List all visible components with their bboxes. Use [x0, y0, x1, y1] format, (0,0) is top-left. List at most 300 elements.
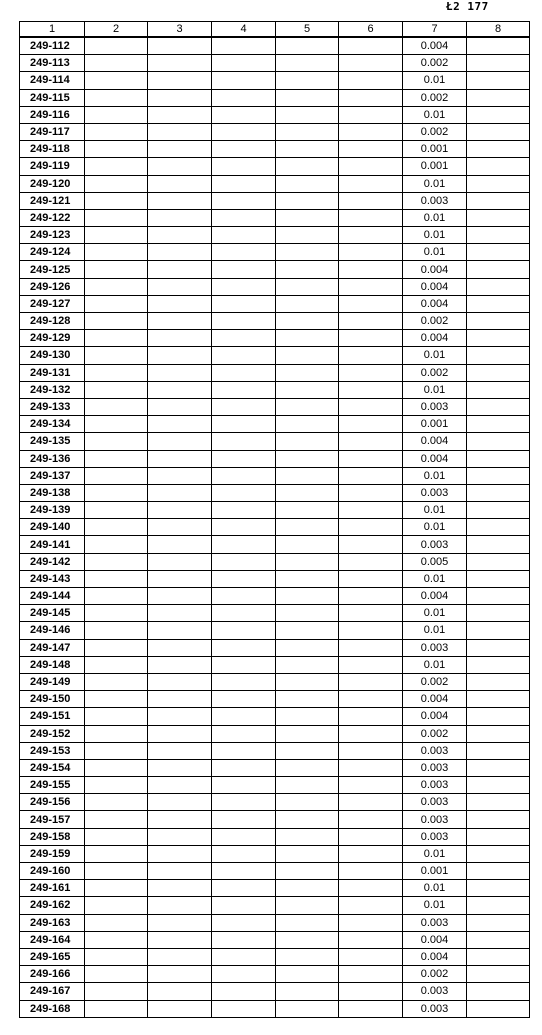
cell-sample-id: 249-131 — [20, 364, 85, 381]
table-row — [20, 123, 530, 140]
table-row — [20, 175, 530, 192]
table-row — [20, 983, 530, 1000]
column-header-5: 5 — [276, 22, 339, 38]
table-row — [20, 914, 530, 931]
cell-col7-value: 0.001 — [403, 416, 467, 433]
cell-empty — [212, 622, 276, 639]
cell-empty — [148, 880, 212, 897]
cell-empty — [85, 467, 148, 484]
cell-empty — [148, 639, 212, 656]
cell-empty — [276, 673, 339, 690]
cell-empty — [276, 330, 339, 347]
cell-col7-value: 0.003 — [403, 484, 467, 501]
cell-empty — [212, 897, 276, 914]
cell-empty — [467, 398, 530, 415]
table-row — [20, 605, 530, 622]
cell-empty — [212, 691, 276, 708]
cell-empty — [148, 570, 212, 587]
cell-empty — [339, 622, 403, 639]
table-row — [20, 484, 530, 501]
table-row — [20, 691, 530, 708]
cell-empty — [276, 72, 339, 89]
cell-sample-id: 249-153 — [20, 742, 85, 759]
cell-empty — [467, 72, 530, 89]
cell-empty — [148, 347, 212, 364]
cell-empty — [85, 433, 148, 450]
cell-empty — [276, 158, 339, 175]
cell-empty — [85, 416, 148, 433]
table-row — [20, 570, 530, 587]
cell-empty — [276, 450, 339, 467]
cell-empty — [276, 313, 339, 330]
cell-sample-id: 249-116 — [20, 106, 85, 123]
cell-empty — [148, 89, 212, 106]
cell-empty — [212, 261, 276, 278]
cell-sample-id: 249-120 — [20, 175, 85, 192]
cell-col7-value: 0.004 — [403, 261, 467, 278]
table-row — [20, 966, 530, 983]
cell-empty — [276, 828, 339, 845]
cell-empty — [148, 656, 212, 673]
cell-empty — [339, 123, 403, 140]
cell-sample-id: 249-142 — [20, 553, 85, 570]
cell-empty — [467, 622, 530, 639]
cell-empty — [148, 845, 212, 862]
cell-empty — [85, 158, 148, 175]
cell-sample-id: 249-139 — [20, 502, 85, 519]
cell-empty — [148, 502, 212, 519]
table-row — [20, 519, 530, 536]
cell-sample-id: 249-132 — [20, 381, 85, 398]
cell-empty — [212, 416, 276, 433]
cell-empty — [276, 794, 339, 811]
cell-empty — [148, 192, 212, 209]
cell-empty — [467, 553, 530, 570]
cell-empty — [339, 398, 403, 415]
table-row — [20, 897, 530, 914]
column-header-2: 2 — [85, 22, 148, 38]
cell-empty — [467, 106, 530, 123]
cell-empty — [339, 364, 403, 381]
cell-empty — [276, 931, 339, 948]
cell-empty — [148, 450, 212, 467]
cell-col7-value: 0.004 — [403, 931, 467, 948]
table-row — [20, 948, 530, 965]
cell-col7-value: 0.003 — [403, 192, 467, 209]
cell-sample-id: 249-127 — [20, 295, 85, 312]
cell-sample-id: 249-148 — [20, 656, 85, 673]
cell-sample-id: 249-114 — [20, 72, 85, 89]
cell-empty — [148, 227, 212, 244]
table-row — [20, 553, 530, 570]
cell-empty — [339, 794, 403, 811]
cell-empty — [212, 948, 276, 965]
cell-empty — [148, 605, 212, 622]
cell-empty — [339, 948, 403, 965]
cell-empty — [85, 192, 148, 209]
cell-empty — [148, 381, 212, 398]
cell-sample-id: 249-135 — [20, 433, 85, 450]
cell-empty — [339, 175, 403, 192]
table-row — [20, 55, 530, 72]
cell-empty — [85, 175, 148, 192]
cell-col7-value: 0.003 — [403, 759, 467, 776]
cell-sample-id: 249-121 — [20, 192, 85, 209]
cell-sample-id: 249-129 — [20, 330, 85, 347]
cell-sample-id: 249-152 — [20, 725, 85, 742]
cell-empty — [339, 673, 403, 690]
cell-empty — [148, 123, 212, 140]
cell-empty — [212, 450, 276, 467]
cell-empty — [467, 845, 530, 862]
cell-sample-id: 249-126 — [20, 278, 85, 295]
cell-empty — [148, 725, 212, 742]
cell-col7-value: 0.002 — [403, 364, 467, 381]
cell-empty — [339, 863, 403, 880]
cell-empty — [276, 656, 339, 673]
table-row — [20, 1000, 530, 1017]
table-row — [20, 416, 530, 433]
cell-empty — [467, 123, 530, 140]
cell-sample-id: 249-149 — [20, 673, 85, 690]
cell-empty — [212, 845, 276, 862]
cell-empty — [212, 570, 276, 587]
table-row — [20, 261, 530, 278]
table-row — [20, 433, 530, 450]
cell-empty — [212, 295, 276, 312]
page-reference: Ł2 177 — [446, 0, 489, 13]
cell-sample-id: 249-160 — [20, 863, 85, 880]
cell-empty — [212, 605, 276, 622]
cell-empty — [467, 55, 530, 72]
cell-sample-id: 249-166 — [20, 966, 85, 983]
cell-sample-id: 249-136 — [20, 450, 85, 467]
cell-col7-value: 0.002 — [403, 725, 467, 742]
cell-sample-id: 249-146 — [20, 622, 85, 639]
cell-sample-id: 249-157 — [20, 811, 85, 828]
cell-empty — [467, 828, 530, 845]
cell-sample-id: 249-156 — [20, 794, 85, 811]
cell-empty — [148, 931, 212, 948]
cell-empty — [339, 450, 403, 467]
cell-empty — [467, 880, 530, 897]
cell-empty — [467, 725, 530, 742]
cell-empty — [85, 863, 148, 880]
cell-empty — [339, 605, 403, 622]
cell-empty — [467, 295, 530, 312]
cell-empty — [148, 691, 212, 708]
cell-empty — [339, 209, 403, 226]
cell-sample-id: 249-141 — [20, 536, 85, 553]
cell-empty — [148, 742, 212, 759]
cell-empty — [212, 1000, 276, 1017]
cell-empty — [148, 948, 212, 965]
cell-empty — [148, 467, 212, 484]
cell-empty — [339, 141, 403, 158]
cell-empty — [339, 553, 403, 570]
cell-sample-id: 249-134 — [20, 416, 85, 433]
cell-col7-value: 0.002 — [403, 55, 467, 72]
data-table — [19, 21, 530, 1018]
cell-empty — [276, 691, 339, 708]
cell-empty — [276, 484, 339, 501]
cell-empty — [339, 570, 403, 587]
cell-sample-id: 249-158 — [20, 828, 85, 845]
cell-empty — [85, 897, 148, 914]
cell-empty — [339, 502, 403, 519]
cell-empty — [339, 725, 403, 742]
cell-empty — [85, 845, 148, 862]
cell-empty — [276, 295, 339, 312]
table-row — [20, 158, 530, 175]
cell-empty — [85, 313, 148, 330]
table-row — [20, 192, 530, 209]
cell-empty — [276, 519, 339, 536]
cell-empty — [339, 536, 403, 553]
cell-sample-id: 249-168 — [20, 1000, 85, 1017]
cell-col7-value: 0.003 — [403, 811, 467, 828]
cell-empty — [339, 416, 403, 433]
cell-col7-value: 0.01 — [403, 244, 467, 261]
cell-empty — [339, 708, 403, 725]
cell-empty — [212, 192, 276, 209]
table-row — [20, 330, 530, 347]
cell-empty — [85, 605, 148, 622]
cell-empty — [467, 158, 530, 175]
cell-sample-id: 249-118 — [20, 141, 85, 158]
table-row — [20, 588, 530, 605]
cell-empty — [276, 467, 339, 484]
cell-empty — [467, 347, 530, 364]
cell-empty — [339, 691, 403, 708]
cell-empty — [339, 811, 403, 828]
cell-empty — [212, 158, 276, 175]
cell-empty — [85, 759, 148, 776]
cell-empty — [467, 313, 530, 330]
cell-empty — [148, 811, 212, 828]
cell-empty — [467, 519, 530, 536]
cell-empty — [467, 37, 530, 55]
cell-empty — [212, 777, 276, 794]
cell-empty — [467, 777, 530, 794]
table-row — [20, 347, 530, 364]
cell-empty — [148, 622, 212, 639]
cell-empty — [85, 570, 148, 587]
cell-col7-value: 0.01 — [403, 622, 467, 639]
cell-empty — [276, 278, 339, 295]
table-row — [20, 467, 530, 484]
cell-empty — [276, 588, 339, 605]
cell-empty — [85, 777, 148, 794]
cell-empty — [276, 106, 339, 123]
cell-sample-id: 249-159 — [20, 845, 85, 862]
table-row — [20, 673, 530, 690]
cell-empty — [148, 244, 212, 261]
table-body — [20, 37, 530, 1017]
cell-empty — [276, 759, 339, 776]
cell-sample-id: 249-167 — [20, 983, 85, 1000]
table-row — [20, 37, 530, 55]
cell-empty — [467, 227, 530, 244]
cell-empty — [212, 880, 276, 897]
cell-col7-value: 0.01 — [403, 227, 467, 244]
cell-empty — [339, 656, 403, 673]
cell-col7-value: 0.004 — [403, 708, 467, 725]
cell-empty — [85, 794, 148, 811]
cell-empty — [276, 863, 339, 880]
cell-empty — [148, 416, 212, 433]
cell-empty — [85, 553, 148, 570]
cell-empty — [467, 175, 530, 192]
cell-empty — [85, 330, 148, 347]
cell-col7-value: 0.01 — [403, 347, 467, 364]
cell-empty — [212, 330, 276, 347]
cell-col7-value: 0.01 — [403, 209, 467, 226]
cell-empty — [276, 725, 339, 742]
cell-empty — [339, 588, 403, 605]
cell-empty — [212, 89, 276, 106]
cell-empty — [276, 605, 339, 622]
cell-sample-id: 249-138 — [20, 484, 85, 501]
table-row — [20, 106, 530, 123]
cell-empty — [212, 863, 276, 880]
cell-empty — [467, 588, 530, 605]
cell-empty — [148, 295, 212, 312]
cell-empty — [339, 433, 403, 450]
cell-col7-value: 0.002 — [403, 123, 467, 140]
cell-empty — [339, 158, 403, 175]
cell-empty — [85, 37, 148, 55]
cell-empty — [148, 828, 212, 845]
cell-empty — [276, 364, 339, 381]
cell-empty — [276, 622, 339, 639]
cell-col7-value: 0.003 — [403, 742, 467, 759]
cell-empty — [212, 398, 276, 415]
cell-empty — [212, 55, 276, 72]
cell-empty — [85, 278, 148, 295]
cell-sample-id: 249-163 — [20, 914, 85, 931]
cell-empty — [212, 983, 276, 1000]
cell-empty — [276, 37, 339, 55]
table-row — [20, 89, 530, 106]
cell-empty — [339, 381, 403, 398]
cell-empty — [339, 313, 403, 330]
cell-empty — [85, 828, 148, 845]
cell-col7-value: 0.002 — [403, 89, 467, 106]
cell-empty — [148, 37, 212, 55]
cell-empty — [276, 639, 339, 656]
cell-empty — [85, 502, 148, 519]
table-row — [20, 295, 530, 312]
cell-empty — [467, 897, 530, 914]
cell-empty — [212, 227, 276, 244]
cell-empty — [85, 55, 148, 72]
cell-empty — [212, 141, 276, 158]
cell-col7-value: 0.004 — [403, 948, 467, 965]
cell-empty — [339, 759, 403, 776]
cell-empty — [212, 484, 276, 501]
cell-col7-value: 0.001 — [403, 141, 467, 158]
cell-empty — [212, 536, 276, 553]
table-row — [20, 725, 530, 742]
cell-sample-id: 249-123 — [20, 227, 85, 244]
cell-empty — [339, 330, 403, 347]
cell-empty — [339, 931, 403, 948]
cell-empty — [276, 708, 339, 725]
cell-empty — [148, 261, 212, 278]
cell-empty — [85, 880, 148, 897]
cell-empty — [212, 313, 276, 330]
cell-sample-id: 249-151 — [20, 708, 85, 725]
cell-empty — [467, 742, 530, 759]
cell-col7-value: 0.003 — [403, 914, 467, 931]
cell-empty — [339, 966, 403, 983]
cell-empty — [148, 484, 212, 501]
cell-col7-value: 0.01 — [403, 502, 467, 519]
cell-empty — [148, 897, 212, 914]
cell-empty — [85, 519, 148, 536]
cell-empty — [212, 381, 276, 398]
cell-empty — [276, 141, 339, 158]
cell-empty — [85, 261, 148, 278]
cell-empty — [85, 691, 148, 708]
table-row — [20, 639, 530, 656]
cell-empty — [85, 1000, 148, 1017]
cell-empty — [212, 588, 276, 605]
cell-empty — [467, 89, 530, 106]
cell-empty — [339, 484, 403, 501]
cell-sample-id: 249-124 — [20, 244, 85, 261]
cell-col7-value: 0.01 — [403, 656, 467, 673]
cell-empty — [339, 519, 403, 536]
table-row — [20, 794, 530, 811]
cell-empty — [85, 141, 148, 158]
cell-empty — [212, 278, 276, 295]
cell-empty — [85, 948, 148, 965]
cell-sample-id: 249-125 — [20, 261, 85, 278]
cell-empty — [276, 536, 339, 553]
cell-sample-id: 249-130 — [20, 347, 85, 364]
cell-col7-value: 0.003 — [403, 794, 467, 811]
table-row — [20, 313, 530, 330]
cell-empty — [85, 656, 148, 673]
cell-empty — [339, 227, 403, 244]
cell-empty — [148, 708, 212, 725]
cell-col7-value: 0.01 — [403, 605, 467, 622]
cell-empty — [276, 777, 339, 794]
table-row — [20, 398, 530, 415]
cell-col7-value: 0.003 — [403, 828, 467, 845]
cell-empty — [85, 811, 148, 828]
cell-col7-value: 0.004 — [403, 330, 467, 347]
cell-empty — [148, 175, 212, 192]
cell-empty — [148, 966, 212, 983]
cell-empty — [339, 880, 403, 897]
cell-col7-value: 0.004 — [403, 37, 467, 55]
cell-empty — [467, 983, 530, 1000]
cell-col7-value: 0.01 — [403, 880, 467, 897]
cell-empty — [339, 55, 403, 72]
cell-col7-value: 0.004 — [403, 691, 467, 708]
cell-col7-value: 0.01 — [403, 845, 467, 862]
cell-empty — [85, 622, 148, 639]
cell-empty — [148, 398, 212, 415]
cell-empty — [339, 828, 403, 845]
cell-empty — [276, 227, 339, 244]
cell-empty — [212, 123, 276, 140]
cell-empty — [467, 708, 530, 725]
cell-sample-id: 249-137 — [20, 467, 85, 484]
